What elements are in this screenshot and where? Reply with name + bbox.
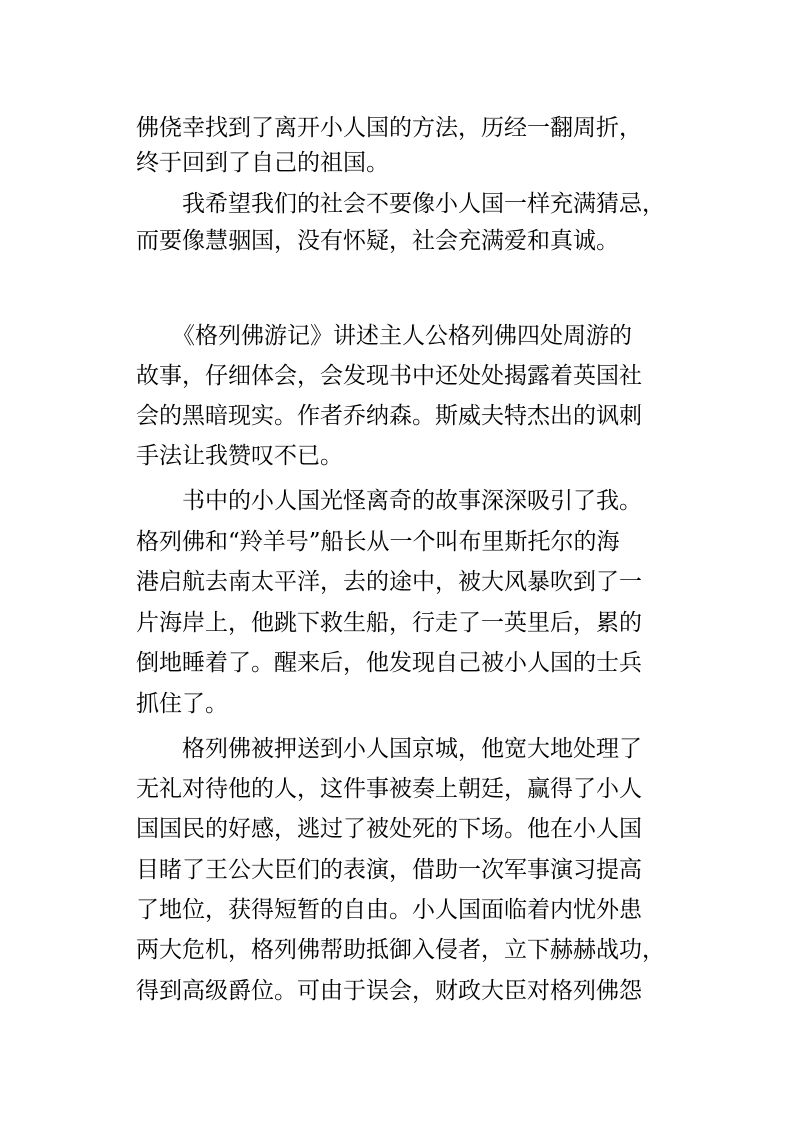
text-line: 会的黑暗现实。作者乔纳森。斯威夫特杰出的讽刺 — [136, 403, 642, 429]
text-line: 格列佛被押送到小人国京城，他宽大地处理了 — [182, 736, 642, 762]
text-line: 得到高级爵位。可由于误会，财政大臣对格列佛怨 — [136, 978, 642, 1004]
text-line: 终于回到了自己的祖国。 — [136, 150, 389, 176]
text-line: 抓住了。 — [136, 691, 228, 717]
text-line: 无礼对待他的人，这件事被奏上朝廷，赢得了小人 — [136, 776, 642, 802]
text-line: 格列佛和“羚羊号”船长从一个叫布里斯托尔的海 — [136, 529, 620, 555]
text-line: 目睹了王公大臣们的表演，借助一次军事演习提高 — [136, 857, 642, 883]
text-line: 手法让我赞叹不已。 — [136, 443, 343, 469]
text-line: 我希望我们的社会不要像小人国一样充满猜忌， — [182, 191, 665, 217]
text-line: 书中的小人国光怪离奇的故事深深吸引了我。 — [182, 488, 642, 514]
text-line: 故事，仔细体会，会发现书中还处处揭露着英国社 — [136, 363, 642, 389]
text-line: 佛侥幸找到了离开小人国的方法，历经一翻周折， — [136, 115, 642, 141]
text-line: 片海岸上，他跳下救生船，行走了一英里后，累的 — [136, 610, 642, 636]
text-line: 国国民的好感，逃过了被处死的下场。他在小人国 — [136, 816, 642, 842]
text-line: 《格列佛游记》讲述主人公格列佛四处周游的 — [172, 323, 632, 349]
text-line: 两大危机，格列佛帮助抵御入侵者，立下赫赫战功， — [136, 937, 665, 963]
text-line: 港启航去南太平洋，去的途中，被大风暴吹到了一 — [136, 569, 642, 595]
text-line: 倒地睡着了。醒来后，他发现自己被小人国的士兵 — [136, 650, 642, 676]
text-line: 了地位，获得短暂的自由。小人国面临着内忧外患 — [136, 897, 642, 923]
text-line: 而要像慧骃国，没有怀疑，社会充满爱和真诚。 — [136, 228, 619, 254]
